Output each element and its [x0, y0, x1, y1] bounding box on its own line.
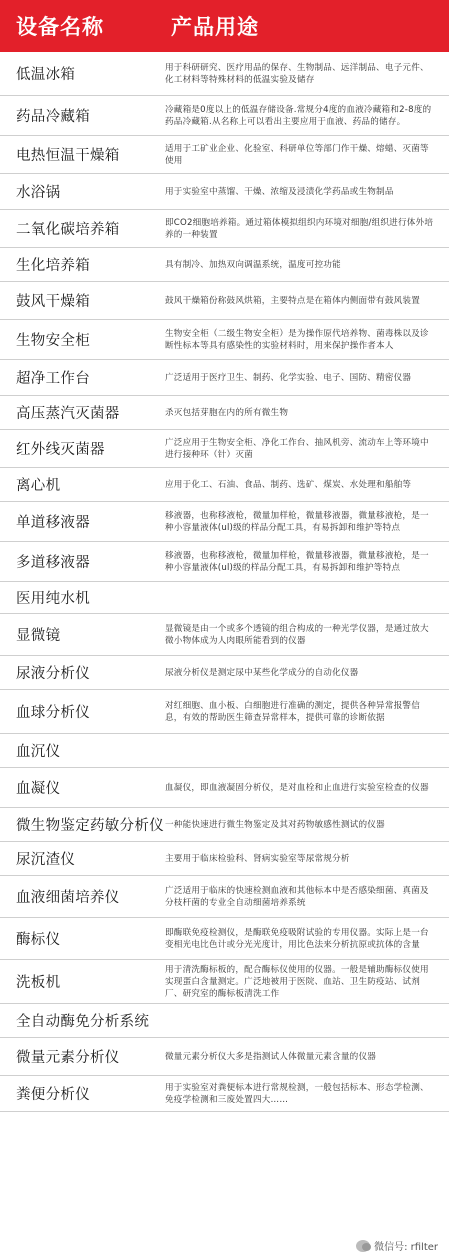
device-name: 酶标仪: [16, 932, 61, 948]
table-row: [0, 542, 449, 582]
device-name: 鼓风干燥箱: [16, 294, 90, 310]
table-row: [0, 876, 449, 918]
device-use: 微量元素分析仪大多是指测试人体微量元素含量的仪器: [165, 1051, 377, 1062]
device-name: 微生物鉴定药敏分析仪: [16, 818, 164, 834]
device-use: 广泛适用于医疗卫生、制药、化学实验、电子、国防、精密仪器: [165, 372, 412, 383]
table-row: [0, 96, 449, 136]
device-name: 电热恒温干燥箱: [16, 148, 120, 164]
device-name: 洗板机: [16, 975, 61, 991]
watermark-text: 微信号: rfilter: [374, 1242, 438, 1253]
device-name: 显微镜: [16, 628, 61, 644]
table-row: [0, 468, 449, 502]
table-row: [0, 918, 449, 960]
device-name: 生化培养箱: [16, 258, 90, 274]
device-use: 用于实验室对粪便标本进行常规检测，一般包括标本、形态学检测、免疫学检测和三废处置四大……: [165, 1082, 429, 1105]
device-name: 红外线灭菌器: [16, 442, 105, 458]
device-use: 应用于化工、石油、食品、制药、选矿、煤炭、水处理和船舶等: [165, 479, 412, 490]
device-use: 显微镜是由一个或多个透镜的组合构成的一种光学仪器，是通过放大微小物体成为人肉眼所能看到的仪器: [165, 623, 429, 646]
device-use: 适用于工矿业企业、化验室、科研单位等部门作干燥、熔蜡、灭菌等使用: [165, 143, 429, 166]
device-name: 水浴锅: [16, 185, 61, 201]
table-header: [0, 0, 449, 52]
table-row: [0, 768, 449, 808]
device-use: 生物安全柜（二级生物安全柜）是为操作原代培养物、菌毒株以及诊断性标本等具有感染性的实验材料时，用来保护操作者本人: [165, 328, 429, 351]
device-use: 即CO2细胞培养箱。通过箱体模拟组织内环境对细胞/组织进行体外培养的一种装置: [165, 217, 434, 240]
table-row: [0, 360, 449, 396]
device-use: 主要用于临床检验科、肾病实验室等尿常规分析: [165, 853, 350, 864]
device-name: 医用纯水机: [16, 591, 90, 607]
device-name: 药品冷藏箱: [16, 109, 90, 125]
header-product-use: 产品用途: [171, 15, 259, 39]
header-device-name: 设备名称: [16, 15, 104, 39]
table-row: [0, 734, 449, 768]
device-name: 低温冰箱: [16, 67, 76, 83]
table-row: [0, 396, 449, 430]
table-row: [0, 690, 449, 734]
device-name: 超净工作台: [16, 371, 90, 387]
table-row: [0, 614, 449, 656]
device-use: 鼓风干燥箱份称鼓风烘箱，主要特点是在箱体内侧面带有鼓风装置: [165, 295, 421, 306]
device-use: 移液器，也称移液枪，微量加样枪，微量移液器，微量移液枪，是一种小容量液体(ul)级的样品分配工具，有易拆卸和维护等特点: [165, 550, 429, 573]
device-name: 微量元素分析仪: [16, 1050, 120, 1066]
wechat-icon: [356, 1240, 370, 1252]
device-use: 具有制冷、加热双向调温系统，温度可控功能: [165, 259, 341, 270]
device-use: 血凝仪，即血液凝固分析仪，是对血栓和止血进行实验室检查的仪器: [165, 782, 429, 793]
watermark: [353, 1237, 441, 1254]
device-name: 高压蒸汽灭菌器: [16, 406, 120, 422]
device-use: 用于实验室中蒸馏、干燥、浓缩及浸渍化学药品或生物制品: [165, 186, 394, 197]
table-row: [0, 52, 449, 96]
table-row: [0, 582, 449, 614]
device-name: 血凝仪: [16, 781, 61, 797]
device-use: 尿液分析仪是测定尿中某些化学成分的自动化仪器: [165, 667, 359, 678]
device-use: 用于科研研究、医疗用品的保存、生物制品、远洋制品、电子元件、化工材料等特殊材料的低温实验及储存: [165, 62, 429, 85]
table-row: [0, 320, 449, 360]
device-use: 一种能快速进行微生物鉴定及其对药物敏感性测试的仪器: [165, 819, 385, 830]
table-row: [0, 136, 449, 174]
equipment-table: [0, 52, 449, 1112]
device-name: 全自动酶免分析系统: [16, 1014, 150, 1030]
device-use: 冷藏箱是0度以上的低温存储设备.常规分4度的血液冷藏箱和2-8度的药品冷藏箱.从名称上可以看出主要应用于血液、药品的储存。: [165, 104, 432, 127]
table-row: [0, 960, 449, 1004]
device-name: 血沉仪: [16, 744, 61, 760]
device-name: 离心机: [16, 478, 61, 494]
table-row: [0, 174, 449, 210]
device-name: 尿沉渣仪: [16, 852, 76, 868]
table-row: [0, 1004, 449, 1038]
device-use: 对红细胞、血小板、白细胞进行准确的测定，提供各种异常报警信息，有效的帮助医生筛查异常样本，提供可靠的诊断依据: [165, 700, 421, 723]
device-use: 即酶联免疫检测仪，是酶联免疫吸附试验的专用仪器。实际上是一台变相光电比色计或分光光度计，用比色法来分析抗原或抗体的含量: [165, 927, 429, 950]
table-row: [0, 282, 449, 320]
device-use: 杀灭包括芽胞在内的所有微生物: [165, 407, 289, 418]
device-name: 多道移液器: [16, 555, 90, 571]
table-row: [0, 430, 449, 468]
device-use: 移液器，也称移液枪，微量加样枪，微量移液器，微量移液枪，是一种小容量液体(ul)级的样品分配工具，有易拆卸和维护等特点: [165, 510, 429, 533]
table-row: [0, 1038, 449, 1076]
table-row: [0, 248, 449, 282]
device-use: 广泛应用于生物安全柜、净化工作台、抽风机旁、流动车上等环境中进行接种环（针）灭菌: [165, 437, 429, 460]
device-name: 单道移液器: [16, 515, 90, 531]
device-name: 血液细菌培养仪: [16, 890, 120, 906]
table-row: [0, 502, 449, 542]
device-use: 用于清洗酶标板的，配合酶标仪使用的仪器。一般是辅助酶标仪使用实现蛋白含量测定。广泛地被用于医院、血站、卫生防疫站、试剂厂、研究室的酶标板清洗工作: [165, 964, 429, 999]
device-use: 广泛适用于临床的快速检测血液和其他标本中是否感染细菌、真菌及分枝杆菌的专业全自动细菌培养系统: [165, 885, 429, 908]
device-name: 尿液分析仪: [16, 666, 90, 682]
table-row: [0, 1076, 449, 1112]
table-row: [0, 210, 449, 248]
device-name: 粪便分析仪: [16, 1087, 90, 1103]
device-name: 二氧化碳培养箱: [16, 222, 120, 238]
device-name: 血球分析仪: [16, 705, 90, 721]
table-row: [0, 808, 449, 842]
table-row: [0, 656, 449, 690]
table-row: [0, 842, 449, 876]
device-name: 生物安全柜: [16, 333, 90, 349]
